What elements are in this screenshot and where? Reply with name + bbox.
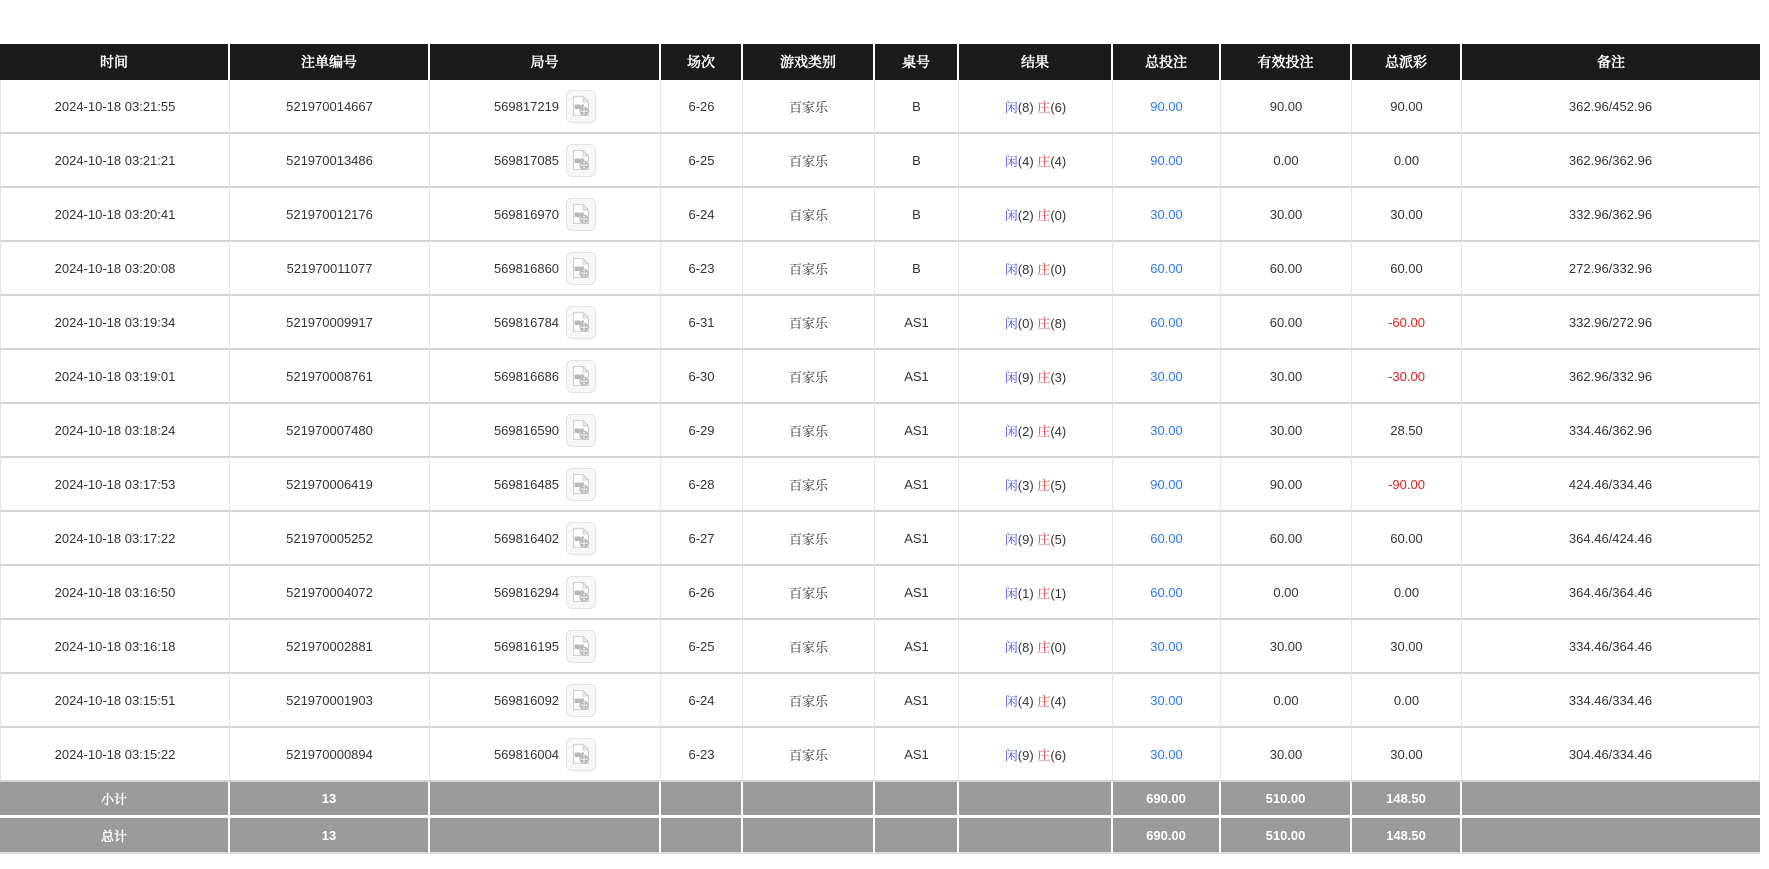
payout-cell: 0.00 [1352,674,1462,728]
banker-result-label: 庄 [1037,207,1051,223]
col-header-table-no: 桌号 [875,44,959,80]
table-no-cell: AS1 [875,566,959,620]
remark-cell: 334.46/364.46 [1462,620,1760,674]
table-row [0,404,1760,458]
total-bet-cell [1113,350,1221,404]
video-play-button[interactable] [566,684,596,717]
result-cell [959,296,1113,350]
banker-result-score: (6) [1050,747,1067,763]
bet-id-cell: 521970008761 [230,350,430,404]
bet-id-cell: 521970001903 [230,674,430,728]
session-cell: 6-27 [661,512,743,566]
bet-id-cell: 521970007480 [230,404,430,458]
table-no-cell: AS1 [875,512,959,566]
player-result-score: (2) [1017,423,1034,439]
banker-result-label: 庄 [1037,747,1051,763]
session-cell: 6-30 [661,350,743,404]
result-cell [959,242,1113,296]
bet-id-cell: 521970011077 [230,242,430,296]
game-type-cell: 百家乐 [743,458,875,512]
time-cell: 2024-10-18 03:21:55 [0,80,230,134]
player-result-label: 闲 [1004,747,1018,763]
round-id-cell [430,242,661,296]
total-bet-link[interactable]: 60.00 [1150,314,1183,330]
round-id-text: 569817085 [493,152,560,168]
banker-result-score: (8) [1050,315,1067,331]
player-result-score: (8) [1017,261,1034,277]
table-no-cell: B [875,188,959,242]
banker-result-score: (0) [1050,639,1067,655]
table-row [0,620,1760,674]
banker-result-score: (1) [1050,585,1067,601]
player-result-label: 闲 [1004,531,1018,547]
payout-cell: -60.00 [1352,296,1462,350]
payout-cell: -90.00 [1352,458,1462,512]
table-row [0,566,1760,620]
video-play-button[interactable] [566,198,596,231]
payout-cell: 0.00 [1352,566,1462,620]
total-bet-cell [1113,458,1221,512]
video-play-button[interactable] [566,414,596,447]
payout-cell: 90.00 [1352,80,1462,134]
banker-result-label: 庄 [1037,477,1051,493]
remark-cell: 334.46/334.46 [1462,674,1760,728]
round-id-cell [430,80,661,134]
col-header-total-payout: 总派彩 [1352,44,1462,80]
banker-result-label: 庄 [1037,153,1051,169]
bet-id-cell: 521970000894 [230,728,430,782]
total-bet-link[interactable]: 30.00 [1150,422,1183,438]
video-play-button[interactable] [566,738,596,771]
session-cell: 6-25 [661,620,743,674]
result-cell [959,188,1113,242]
total-bet-cell [1113,566,1221,620]
round-id-cell [430,350,661,404]
total-bet-link[interactable]: 60.00 [1150,584,1183,600]
video-playback-icon [571,581,591,603]
video-playback-icon [571,527,591,549]
grandtotal-total-payout: 148.50 [1352,818,1462,854]
table-no-cell: AS1 [875,404,959,458]
col-header-round-id: 局号 [430,44,661,80]
table-row [0,728,1760,782]
time-cell: 2024-10-18 03:19:34 [0,296,230,350]
game-type-cell: 百家乐 [743,188,875,242]
round-id-text: 569816686 [493,368,560,384]
bet-id-cell: 521970004072 [230,566,430,620]
time-cell: 2024-10-18 03:15:22 [0,728,230,782]
result-cell [959,458,1113,512]
col-header-session: 场次 [661,44,743,80]
grandtotal-label: 总计 [0,818,230,854]
table-no-cell: AS1 [875,674,959,728]
table-row [0,80,1760,134]
video-playback-icon [571,311,591,333]
total-bet-link[interactable]: 60.00 [1150,530,1183,546]
banker-result-score: (4) [1050,693,1067,709]
table-no-cell: AS1 [875,620,959,674]
round-id-cell [430,566,661,620]
table-row [0,188,1760,242]
grandtotal-row [0,818,1760,854]
session-cell: 6-23 [661,242,743,296]
bet-id-cell: 521970002881 [230,620,430,674]
banker-result-label: 庄 [1037,531,1051,547]
subtotal-valid-bet: 510.00 [1221,782,1352,818]
col-header-game-type: 游戏类别 [743,44,875,80]
round-id-text: 569816590 [493,422,560,438]
video-playback-icon [571,149,591,171]
result-cell [959,674,1113,728]
video-play-button[interactable] [566,576,596,609]
total-bet-cell [1113,512,1221,566]
valid-bet-cell: 0.00 [1221,566,1352,620]
session-cell: 6-31 [661,296,743,350]
video-play-button[interactable] [566,630,596,663]
session-cell: 6-24 [661,188,743,242]
total-bet-link[interactable]: 90.00 [1150,476,1183,492]
video-play-button[interactable] [566,252,596,285]
video-playback-icon [571,365,591,387]
round-id-cell [430,296,661,350]
round-id-cell [430,188,661,242]
remark-cell: 272.96/332.96 [1462,242,1760,296]
player-result-label: 闲 [1004,261,1018,277]
time-cell: 2024-10-18 03:20:08 [0,242,230,296]
table-row [0,134,1760,188]
bet-id-cell: 521970012176 [230,188,430,242]
video-playback-icon [571,473,591,495]
video-playback-icon [571,203,591,225]
video-playback-icon [571,743,591,765]
game-type-cell: 百家乐 [743,80,875,134]
round-id-text: 569816784 [493,314,560,330]
payout-cell: 60.00 [1352,512,1462,566]
payout-cell: -30.00 [1352,350,1462,404]
total-bet-cell [1113,80,1221,134]
session-cell: 6-23 [661,728,743,782]
player-result-score: (9) [1017,747,1034,763]
game-type-cell: 百家乐 [743,512,875,566]
total-bet-link[interactable]: 30.00 [1150,638,1183,654]
payout-cell: 60.00 [1352,242,1462,296]
banker-result-label: 庄 [1037,315,1051,331]
payout-cell: 30.00 [1352,728,1462,782]
total-bet-link[interactable]: 30.00 [1150,746,1183,762]
subtotal-row [0,782,1760,818]
remark-cell: 334.46/362.96 [1462,404,1760,458]
valid-bet-cell: 60.00 [1221,512,1352,566]
subtotal-total-payout: 148.50 [1352,782,1462,818]
round-id-cell [430,674,661,728]
bet-id-cell: 521970006419 [230,458,430,512]
session-cell: 6-26 [661,566,743,620]
result-cell [959,566,1113,620]
result-cell [959,620,1113,674]
session-cell: 6-29 [661,404,743,458]
banker-result-score: (3) [1050,369,1067,385]
time-cell: 2024-10-18 03:16:18 [0,620,230,674]
total-bet-cell [1113,296,1221,350]
player-result-label: 闲 [1004,207,1018,223]
video-play-button[interactable] [566,306,596,339]
total-bet-cell [1113,404,1221,458]
total-bet-cell [1113,134,1221,188]
player-result-score: (1) [1017,585,1034,601]
subtotal-total-bet: 690.00 [1113,782,1221,818]
game-type-cell: 百家乐 [743,242,875,296]
time-cell: 2024-10-18 03:18:24 [0,404,230,458]
player-result-score: (9) [1017,369,1034,385]
banker-result-score: (4) [1050,153,1067,169]
session-cell: 6-24 [661,674,743,728]
round-id-text: 569816004 [493,746,560,762]
payout-cell: 30.00 [1352,188,1462,242]
time-cell: 2024-10-18 03:17:22 [0,512,230,566]
col-header-bet-id: 注单编号 [230,44,430,80]
round-id-text: 569816860 [493,260,560,276]
total-bet-link[interactable]: 30.00 [1150,368,1183,384]
player-result-label: 闲 [1004,639,1018,655]
player-result-label: 闲 [1004,99,1018,115]
table-row [0,296,1760,350]
total-bet-link[interactable]: 30.00 [1150,206,1183,222]
total-bet-cell [1113,188,1221,242]
table-no-cell: AS1 [875,458,959,512]
round-id-text: 569816294 [493,584,560,600]
remark-cell: 332.96/362.96 [1462,188,1760,242]
player-result-label: 闲 [1004,369,1018,385]
table-row [0,512,1760,566]
valid-bet-cell: 0.00 [1221,134,1352,188]
valid-bet-cell: 30.00 [1221,404,1352,458]
col-header-remark: 备注 [1462,44,1760,80]
table-no-cell: B [875,242,959,296]
table-no-cell: AS1 [875,296,959,350]
col-header-result: 结果 [959,44,1113,80]
table-no-cell: AS1 [875,728,959,782]
valid-bet-cell: 60.00 [1221,242,1352,296]
video-playback-icon [571,689,591,711]
table-no-cell: B [875,80,959,134]
table-row [0,458,1760,512]
bet-id-cell: 521970013486 [230,134,430,188]
table-row [0,674,1760,728]
result-cell [959,404,1113,458]
remark-cell: 424.46/334.46 [1462,458,1760,512]
valid-bet-cell: 0.00 [1221,674,1352,728]
payout-cell: 28.50 [1352,404,1462,458]
banker-result-score: (6) [1050,99,1067,115]
valid-bet-cell: 90.00 [1221,80,1352,134]
subtotal-count: 13 [230,782,430,818]
grandtotal-valid-bet: 510.00 [1221,818,1352,854]
time-cell: 2024-10-18 03:19:01 [0,350,230,404]
round-id-cell [430,620,661,674]
total-bet-link[interactable]: 60.00 [1150,260,1183,276]
table-no-cell: AS1 [875,350,959,404]
table-row [0,242,1760,296]
video-play-button[interactable] [566,360,596,393]
time-cell: 2024-10-18 03:16:50 [0,566,230,620]
player-result-score: (4) [1017,153,1034,169]
player-result-score: (2) [1017,207,1034,223]
round-id-text: 569816485 [493,476,560,492]
result-cell [959,80,1113,134]
grandtotal-total-bet: 690.00 [1113,818,1221,854]
valid-bet-cell: 30.00 [1221,728,1352,782]
banker-result-label: 庄 [1037,639,1051,655]
banker-result-score: (5) [1050,477,1067,493]
remark-cell: 362.96/452.96 [1462,80,1760,134]
round-id-text: 569816092 [493,692,560,708]
game-type-cell: 百家乐 [743,404,875,458]
round-id-cell [430,458,661,512]
video-play-button[interactable] [566,468,596,501]
round-id-text: 569816402 [493,530,560,546]
result-cell [959,134,1113,188]
game-type-cell: 百家乐 [743,350,875,404]
player-result-score: (8) [1017,639,1034,655]
round-id-cell [430,512,661,566]
valid-bet-cell: 90.00 [1221,458,1352,512]
video-play-button[interactable] [566,144,596,177]
time-cell: 2024-10-18 03:15:51 [0,674,230,728]
remark-cell: 304.46/334.46 [1462,728,1760,782]
banker-result-score: (4) [1050,423,1067,439]
table-header [0,44,1760,80]
table-body [0,80,1760,782]
table-footer [0,782,1760,854]
total-bet-cell [1113,620,1221,674]
col-header-total-bet: 总投注 [1113,44,1221,80]
valid-bet-cell: 30.00 [1221,350,1352,404]
payout-cell: 0.00 [1352,134,1462,188]
game-type-cell: 百家乐 [743,728,875,782]
player-result-label: 闲 [1004,315,1018,331]
bet-id-cell: 521970009917 [230,296,430,350]
player-result-label: 闲 [1004,477,1018,493]
bet-id-cell: 521970005252 [230,512,430,566]
round-id-text: 569816970 [493,206,560,222]
col-header-valid-bet: 有效投注 [1221,44,1352,80]
banker-result-label: 庄 [1037,693,1051,709]
round-id-text: 569817219 [493,98,560,114]
player-result-score: (4) [1017,693,1034,709]
payout-cell: 30.00 [1352,620,1462,674]
result-cell [959,350,1113,404]
video-play-button[interactable] [566,522,596,555]
banker-result-score: (0) [1050,261,1067,277]
player-result-label: 闲 [1004,423,1018,439]
table-no-cell: B [875,134,959,188]
game-type-cell: 百家乐 [743,620,875,674]
session-cell: 6-25 [661,134,743,188]
remark-cell: 364.46/364.46 [1462,566,1760,620]
bet-id-cell: 521970014667 [230,80,430,134]
table-row [0,350,1760,404]
player-result-label: 闲 [1004,585,1018,601]
player-result-score: (8) [1017,99,1034,115]
valid-bet-cell: 60.00 [1221,296,1352,350]
round-id-cell [430,728,661,782]
video-playback-icon [571,95,591,117]
total-bet-link[interactable]: 30.00 [1150,692,1183,708]
round-id-text: 569816195 [493,638,560,654]
video-play-button[interactable] [566,90,596,123]
time-cell: 2024-10-18 03:21:21 [0,134,230,188]
grandtotal-count: 13 [230,818,430,854]
result-cell [959,512,1113,566]
player-result-score: (3) [1017,477,1034,493]
video-playback-icon [571,635,591,657]
game-type-cell: 百家乐 [743,296,875,350]
total-bet-cell [1113,728,1221,782]
remark-cell: 364.46/424.46 [1462,512,1760,566]
session-cell: 6-26 [661,80,743,134]
banker-result-label: 庄 [1037,99,1051,115]
video-playback-icon [571,419,591,441]
round-id-cell [430,134,661,188]
remark-cell: 362.96/332.96 [1462,350,1760,404]
video-playback-icon [571,257,591,279]
player-result-score: (9) [1017,531,1034,547]
col-header-time: 时间 [0,44,230,80]
banker-result-label: 庄 [1037,423,1051,439]
remark-cell: 362.96/362.96 [1462,134,1760,188]
remark-cell: 332.96/272.96 [1462,296,1760,350]
total-bet-link[interactable]: 90.00 [1150,152,1183,168]
time-cell: 2024-10-18 03:20:41 [0,188,230,242]
player-result-label: 闲 [1004,693,1018,709]
time-cell: 2024-10-18 03:17:53 [0,458,230,512]
valid-bet-cell: 30.00 [1221,620,1352,674]
banker-result-label: 庄 [1037,369,1051,385]
game-type-cell: 百家乐 [743,134,875,188]
bet-records-table [0,44,1760,854]
total-bet-cell [1113,242,1221,296]
banker-result-score: (0) [1050,207,1067,223]
game-type-cell: 百家乐 [743,674,875,728]
banker-result-score: (5) [1050,531,1067,547]
round-id-cell [430,404,661,458]
total-bet-link[interactable]: 90.00 [1150,98,1183,114]
session-cell: 6-28 [661,458,743,512]
player-result-score: (0) [1017,315,1034,331]
game-type-cell: 百家乐 [743,566,875,620]
banker-result-label: 庄 [1037,261,1051,277]
total-bet-cell [1113,674,1221,728]
subtotal-label: 小计 [0,782,230,818]
result-cell [959,728,1113,782]
valid-bet-cell: 30.00 [1221,188,1352,242]
banker-result-label: 庄 [1037,585,1051,601]
player-result-label: 闲 [1004,153,1018,169]
